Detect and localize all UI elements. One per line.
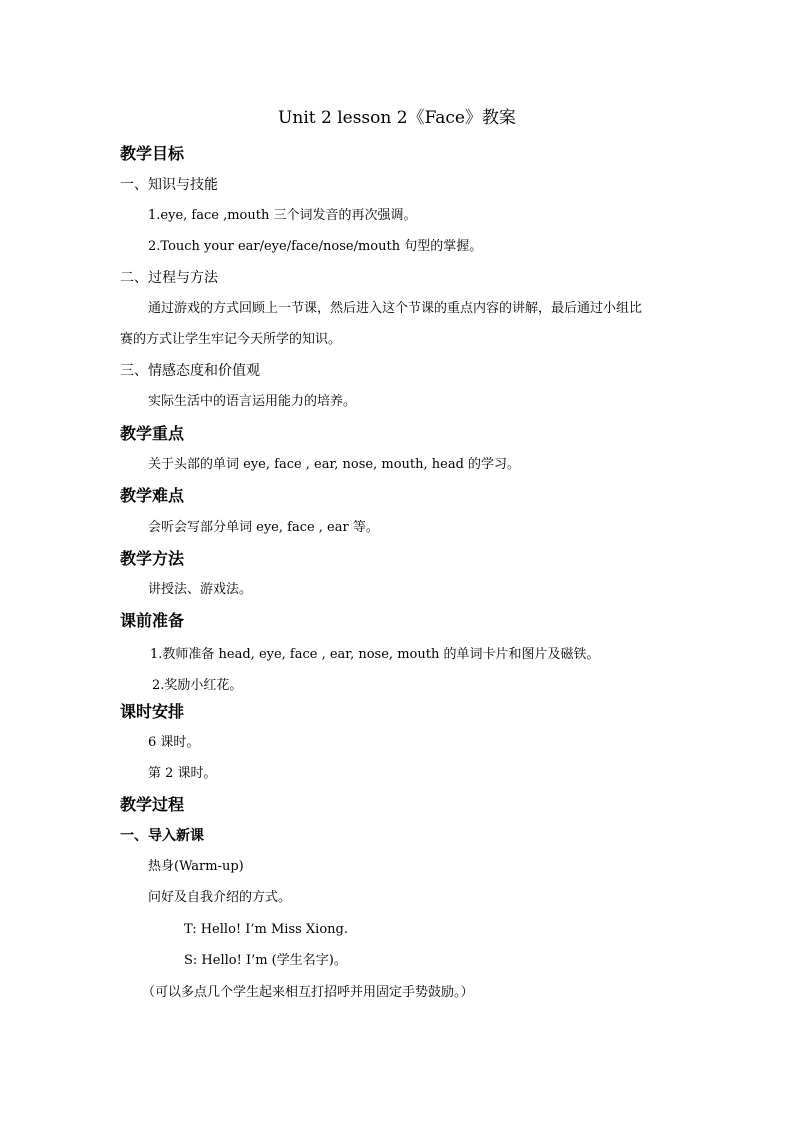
subheading-process-method: 二、过程与方法	[120, 270, 218, 286]
heading-schedule: 课时安排	[120, 702, 185, 721]
student-line: S: Hello! I’m (学生名字)。	[184, 953, 347, 968]
method-text: 讲授法、游戏法。	[148, 582, 253, 597]
heading-goals: 教学目标	[120, 144, 185, 163]
heading-difficulty: 教学难点	[120, 486, 185, 505]
heading-method: 教学方法	[120, 549, 185, 568]
process-method-line-2: 赛的方式让学生牢记今天所学的知识。	[120, 332, 342, 347]
heading-focus: 教学重点	[120, 424, 185, 443]
teacher-line: T: Hello! I’m Miss Xiong.	[184, 922, 348, 937]
focus-text: 关于头部的单词 eye, face , ear, nose, mouth, head 的学习。	[148, 457, 521, 472]
process-method-line-1: 通过游戏的方式回顾上一节课，然后进入这个节课的重点内容的讲解，最后通过小组比	[148, 301, 643, 316]
difficulty-text: 会听会写部分单词 eye, face , ear 等。	[148, 520, 379, 535]
subheading-lead-in: 一、导入新课	[120, 828, 204, 844]
subheading-attitude-values: 三、情感态度和价值观	[120, 363, 260, 379]
intro-text: 问好及自我介绍的方式。	[148, 890, 292, 905]
attitude-values-text: 实际生活中的语言运用能力的培养。	[148, 394, 357, 409]
goal-item-2: 2.Touch your ear/eye/face/nose/mouth 句型的掌握。	[148, 239, 483, 254]
prep-item-2: 2.奖励小红花。	[152, 678, 243, 693]
schedule-item-2: 第 2 课时。	[148, 766, 217, 781]
prep-item-1: 1.教师准备 head, eye, face , ear, nose, mouth 的单词卡片和图片及磁铁。	[150, 647, 600, 662]
lead-in-note: （可以多点几个学生起来相互打招呼并用固定手势鼓励。）	[142, 985, 474, 1000]
subheading-knowledge-skills: 一、知识与技能	[120, 177, 218, 193]
schedule-item-1: 6 课时。	[148, 735, 200, 750]
warmup-text: 热身(Warm-up)	[148, 859, 244, 874]
goal-item-1: 1.eye, face ,mouth 三个词发音的再次强调。	[148, 208, 417, 223]
heading-process: 教学过程	[120, 795, 185, 814]
document-title: Unit 2 lesson 2《Face》教案	[278, 108, 516, 128]
heading-preparation: 课前准备	[120, 611, 185, 630]
